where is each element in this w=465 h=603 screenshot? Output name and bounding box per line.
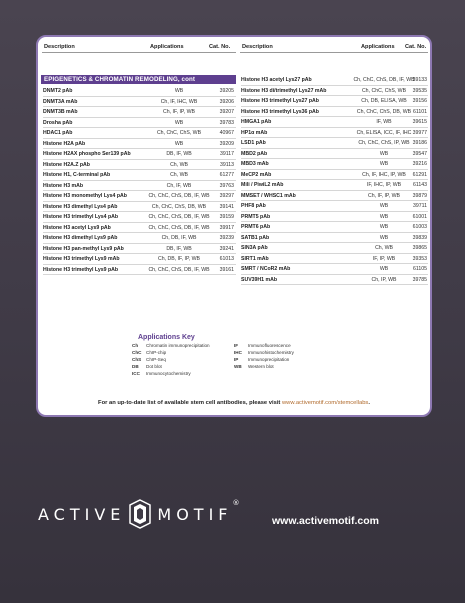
product-applications: WB [174,119,184,126]
product-applications: Ch, DB, IF, IP, WB [158,256,200,262]
product-cat-no: 39615 [412,119,427,125]
product-name: PRMT6 pAb [241,224,271,230]
footer-note-end: . [368,400,370,406]
product-cat-no: 40967 [219,130,234,136]
applications-key-title: Applications Key [138,334,195,341]
product-row [241,180,428,191]
product-applications: IF, IP, WB [372,255,396,262]
product-applications: Ch, IP, WB [371,276,397,283]
right-header-applications: Applications [361,44,395,50]
product-cat-no: 39785 [412,276,427,283]
key-meaning: Immunofluorescence [248,343,291,348]
product-name: MBD3 mAb [241,161,269,167]
logo-mark-icon [129,499,151,529]
key-code: ICC [132,371,140,376]
product-applications: Ch, ChC, ChS, DB, IF, WB [148,214,210,220]
product-row [241,149,428,160]
key-code: DB [132,364,139,369]
product-applications: DB, IF, WB [166,245,192,252]
key-entry [234,356,334,363]
product-row [43,97,236,108]
product-name: Histone H3 acetyl Lys27 pAb [241,77,312,83]
product-cat-no: 39216 [412,161,427,167]
logo-text-right: MOTIF [157,504,233,524]
product-cat-no: 39239 [219,235,234,241]
product-applications: Ch, ChC, ChS, DB, IF, WB [353,77,415,83]
product-row [241,117,428,128]
product-row [43,223,236,234]
product-name: PHF8 pAb [241,203,266,209]
product-row [241,191,428,202]
product-applications: WB [379,203,389,209]
product-name: HDAC1 pAb [43,130,73,136]
product-row [43,265,236,276]
product-cat-no: 39865 [412,245,427,251]
product-cat-no: 61003 [412,224,427,230]
key-entry [132,349,232,356]
logo-registered-mark: ® [232,499,240,507]
product-row [43,160,236,171]
product-applications: WB [174,140,184,147]
product-applications: WB [379,224,389,230]
product-name: Histone H3 trimethyl Lys4 pAb [43,214,119,220]
product-name: Drosha pAb [43,119,73,126]
key-meaning: Chromatin immunoprecipitation [146,343,210,348]
product-row [43,149,236,160]
product-name: HMGA1 pAb [241,119,272,125]
product-applications: Ch, IF, IHC, WB [160,98,198,105]
product-row [43,86,236,97]
product-applications: Ch, IF, IP, WB [368,192,400,199]
product-name: DNMT3A mAb [43,98,78,105]
product-row [241,201,428,212]
product-row [43,244,236,255]
product-name: Histone H1, C-terminal pAb [43,172,111,178]
product-applications: Ch, WB [375,245,393,251]
key-entry [132,356,232,363]
left-header-cat-no: Cat. No. [209,44,231,50]
product-row [43,202,236,213]
product-row [241,159,428,170]
row-divider [241,284,428,285]
product-name: SIN3A pAb [241,245,268,251]
key-entry [234,349,334,356]
key-entry [234,342,334,349]
product-cat-no: 39161 [219,266,234,273]
product-name: Histone H3 dimethyl Lys4 pAb [43,203,118,210]
active-motif-logo [38,499,239,529]
product-applications: WB [379,161,389,167]
product-cat-no: 39207 [219,109,234,115]
product-applications: Ch, ChC, ChS, DB, IF, WB [148,224,210,231]
product-row [241,222,428,233]
product-applications: Ch, WB [170,161,188,168]
product-applications: DB, IF, WB [166,151,192,157]
product-row [241,75,428,86]
right-header-divider [240,52,428,53]
product-cat-no: 39353 [412,255,427,262]
key-meaning: Immunocytochemistry [146,371,191,376]
key-code: Ch [132,343,139,348]
product-cat-no: 61143 [412,182,427,188]
product-applications: WB [379,213,389,220]
product-name: MeCP2 mAb [241,171,272,178]
product-cat-no: 61105 [412,266,427,272]
product-applications: WB [379,234,389,241]
product-applications: WB [379,266,389,272]
product-name: Histone H3 trimethyl Lys36 pAb [241,108,319,115]
key-entry [132,363,232,370]
product-applications: Ch, DB, IF, WB [161,235,197,241]
key-entry [132,370,232,377]
product-cat-no: 39206 [219,98,234,105]
product-applications: Ch, IF, WB [166,182,192,189]
row-divider [43,274,236,275]
product-name: Histone H3 trimethyl Lys9 pAb [43,266,119,273]
product-row [241,243,428,254]
product-cat-no: 39783 [219,119,234,126]
product-name: Histone H3 monomethyl Lys4 pAb [43,193,127,199]
product-row [241,86,428,97]
product-name: DNMT3B mAb [43,109,78,115]
product-cat-no: 39141 [219,203,234,210]
left-header-applications: Applications [150,44,184,50]
key-meaning: Immunoprecipitation [248,357,290,362]
product-applications: Ch, ChC, ChS, WB [361,87,407,94]
product-row [241,170,428,181]
product-cat-no: 39117 [219,151,234,157]
product-applications: Ch, ELISA, ICC, IF, IHC [356,129,412,136]
product-cat-no: 39186 [412,140,427,146]
product-cat-no: 39156 [412,98,427,104]
product-row [241,96,428,107]
product-cat-no: 39113 [219,161,234,168]
key-meaning: Dot blot [146,364,162,369]
product-row [43,191,236,202]
product-name: Histone H3 acetyl Lys9 pAb [43,224,111,231]
product-name: HP1α mAb [241,129,268,136]
key-entry [132,342,232,349]
product-applications: Ch, ChC, ChS, DB, WB [151,203,207,210]
product-name: SMRT / NCoR2 mAb [241,266,291,272]
product-row [241,275,428,286]
product-row [241,233,428,244]
product-applications: Ch, ChC, ChS, DB, WB [356,108,412,115]
product-applications: WB [379,150,389,157]
key-meaning: ChIP-Seq [146,357,166,362]
product-row [43,254,236,265]
product-name: Histone H3 di/trimethyl Lys27 mAb [241,87,327,94]
product-row [241,212,428,223]
logo-text-left: ACTIVE [38,504,126,524]
key-meaning: ChIP-chip [146,350,167,355]
right-header-description: Description [242,44,273,50]
product-name: SUV39H1 mAb [241,276,278,283]
right-header-cat-no: Cat. No. [405,44,427,50]
product-name: Histone H2A.Z pAb [43,161,90,168]
product-cat-no: 61291 [412,171,427,178]
product-applications: Ch, ChC, ChS, DB, IF, WB [148,193,210,199]
product-row [241,264,428,275]
product-row [241,138,428,149]
left-header-divider [42,52,236,53]
product-applications: Ch, IF, IP, WB [163,109,195,115]
product-name: Histone H3 trimethyl Lys9 mAb [43,256,120,262]
key-code: ChC [132,350,142,355]
product-cat-no: 39763 [219,182,234,189]
key-entry [234,363,334,370]
product-applications: IF, WB [376,119,392,125]
key-meaning: Immunohistochemistry [248,350,294,355]
product-cat-no: 39133 [412,77,427,83]
product-cat-no: 61013 [219,256,234,262]
key-code: ChS [132,357,142,362]
product-row [241,254,428,265]
left-header-description: Description [44,44,75,50]
key-code: WB [234,364,242,369]
product-name: Histone H2A pAb [43,140,86,147]
product-cat-no: 39535 [412,87,427,94]
product-row [43,233,236,244]
product-name: Histone H3 dimethyl Lys9 pAb [43,235,118,241]
product-applications: IF, IHC, IP, WB [366,182,402,188]
product-cat-no: 61277 [219,172,234,178]
product-name: MBD2 pAb [241,150,268,157]
key-code: IF [234,343,239,348]
product-name: Histone H3 pan-methyl Lys9 pAb [43,245,124,252]
product-name: Histone H2AX phospho Ser139 pAb [43,151,131,157]
product-name: DNMT2 pAb [43,88,73,94]
product-row [43,107,236,118]
product-cat-no: 39711 [412,203,427,209]
product-applications: Ch, WB [170,172,188,178]
product-cat-no: 39297 [219,193,234,199]
product-applications: Ch, ChC, ChS, WB [156,130,202,136]
product-row [43,118,236,129]
product-cat-no: 39839 [412,234,427,241]
product-row [43,128,236,139]
key-code: IP [234,357,239,362]
stem-cell-link[interactable]: www.activemotif.com/stemcellabs [281,400,369,406]
product-row [241,107,428,118]
product-cat-no: 39205 [219,88,234,94]
product-name: Mili / PiwiL2 mAb [241,182,284,188]
product-row [43,212,236,223]
product-applications: Ch, DB, ELISA, WB [361,98,407,104]
product-name: SIRT1 mAb [241,255,269,262]
product-cat-no: 39241 [219,245,234,252]
product-applications: Ch, ChC, ChS, DB, IF, WB [148,266,210,273]
key-meaning: Western blot [248,364,274,369]
product-cat-no: 39977 [412,129,427,136]
product-name: PRMT5 pAb [241,213,271,220]
product-name: Histone H3 trimethyl Lys27 pAb [241,98,319,104]
product-name: SATB1 pAb [241,234,270,241]
product-applications: Ch, ChC, ChS, IP, WB [358,140,410,146]
product-name: MMSET / WHSC1 mAb [241,192,296,199]
product-cat-no: 61101 [412,108,427,115]
product-applications: Ch, IF, IHC, IP, WB [362,171,406,178]
product-cat-no: 39917 [219,224,234,231]
website-url[interactable]: www.activemotif.com [272,515,379,527]
product-table-card [36,35,432,417]
product-cat-no: 39209 [219,140,234,147]
product-applications: WB [174,88,184,94]
product-row [43,170,236,181]
product-cat-no: 39879 [412,192,427,199]
product-cat-no: 61001 [412,213,427,220]
product-cat-no: 39159 [219,214,234,220]
footer-note [38,400,430,406]
footer-note-text: For an up-to-date list of available stem cell antibodies, please visit [98,400,282,406]
key-code: IHC [234,350,242,355]
product-row [43,139,236,150]
product-name: Histone H3 mAb [43,182,84,189]
product-name: LSD1 pAb [241,140,266,146]
section-banner: EPIGENETICS & CHROMATIN REMODELING, cont [41,75,236,84]
product-row [241,128,428,139]
product-row [43,181,236,192]
product-cat-no: 39547 [412,150,427,157]
